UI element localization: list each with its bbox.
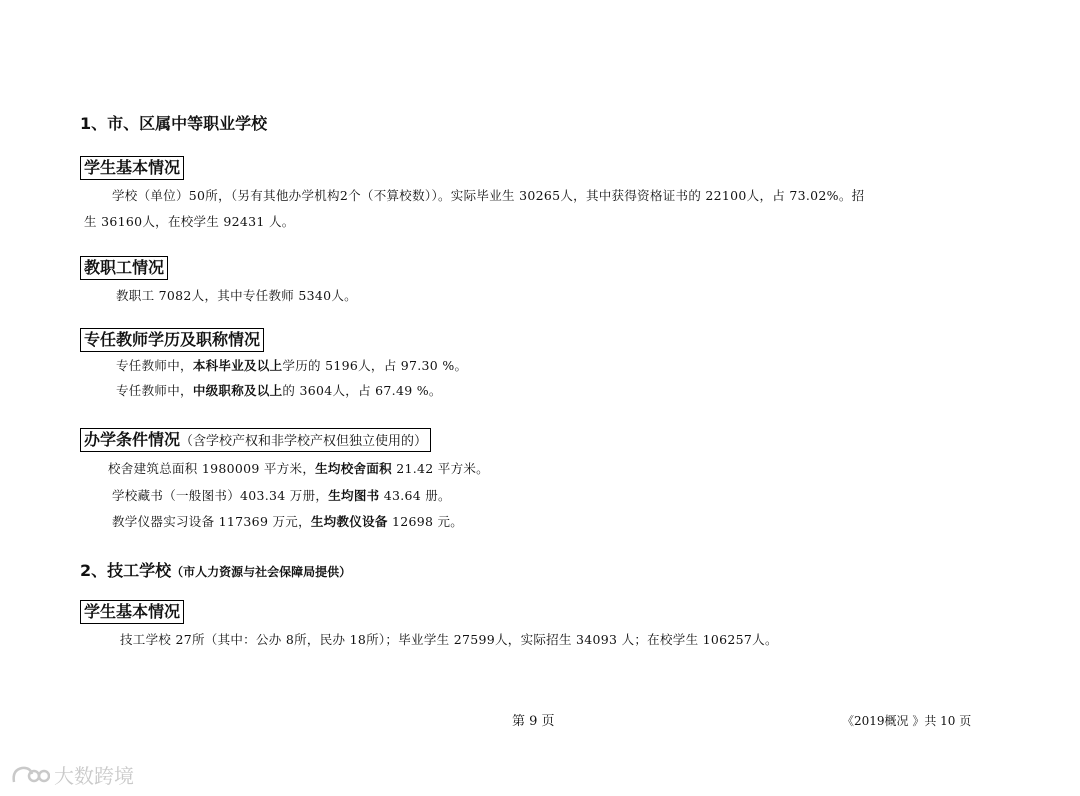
tech-student-info-line-1: 技工学校 27所（其中：公办 8所，民办 18所）；毕业学生 27599人，实际招生 34093 人；在校学生 106257人。 — [120, 632, 778, 647]
section-2-title-main: 2、技工学校 — [80, 561, 172, 580]
text-segment: 专任教师中， — [116, 358, 193, 373]
student-info-line-2: 生 36160人，在校学生 92431 人。 — [84, 214, 295, 229]
tech-student-info-heading: 学生基本情况 — [80, 600, 184, 624]
text-segment: 12698 元。 — [387, 514, 464, 529]
teacher-qualification-line-1 — [116, 356, 467, 374]
page-total: 《2019概况 》共 10 页 — [842, 714, 972, 728]
student-info-heading: 学生基本情况 — [80, 156, 184, 180]
text-segment: 专任教师中， — [116, 383, 193, 398]
text-segment: 21.42 平方米。 — [391, 461, 489, 476]
watermark — [10, 760, 134, 789]
bold-segment: 生均校舍面积 — [315, 461, 392, 476]
section-2-title — [80, 558, 351, 581]
school-conditions-line-1 — [108, 459, 489, 477]
text-segment: 的 3604人，占 67.49 %。 — [282, 383, 442, 398]
watermark-text: 大数跨境 — [54, 764, 134, 788]
student-info-line-1: 学校（单位）50所，（另有其他办学机构2个（不算校数））。实际毕业生 30265人，其中获得资格证书的 22100人，占 73.02%。招 — [112, 188, 865, 203]
page-number: 第 9 页 — [512, 714, 555, 729]
school-conditions-line-2 — [112, 486, 451, 504]
section-2-title-sub: （市人力资源与社会保障局提供） — [171, 565, 352, 579]
section-1-title: 1、市、区属中等职业学校 — [80, 114, 268, 133]
bold-segment: 生均教仪设备 — [310, 514, 388, 529]
heading-sub: （含学校产权和非学校产权但独立使用的） — [180, 434, 428, 449]
staff-info-heading: 教职工情况 — [80, 256, 168, 280]
bold-segment: 本科毕业及以上 — [192, 358, 283, 373]
teacher-qualification-line-2 — [116, 381, 442, 399]
school-conditions-line-3 — [112, 512, 463, 530]
text-segment: 43.64 册。 — [379, 488, 451, 503]
staff-info-line-1: 教职工 7082人，其中专任教师 5340人。 — [116, 288, 357, 303]
bold-segment: 生均图书 — [328, 488, 380, 503]
text-segment: 校舍建筑总面积 1980009 平方米， — [108, 461, 316, 476]
bold-segment: 中级职称及以上 — [192, 383, 283, 398]
logo-icon — [10, 762, 50, 788]
text-segment: 教学仪器实习设备 117369 万元， — [112, 514, 311, 529]
teacher-qualification-heading: 专任教师学历及职称情况 — [80, 328, 264, 352]
heading-main: 办学条件情况 — [84, 430, 181, 449]
school-conditions-heading — [80, 428, 431, 452]
text-segment: 学历的 5196人，占 97.30 %。 — [282, 358, 468, 373]
text-segment: 学校藏书（一般图书）403.34 万册， — [112, 488, 329, 503]
